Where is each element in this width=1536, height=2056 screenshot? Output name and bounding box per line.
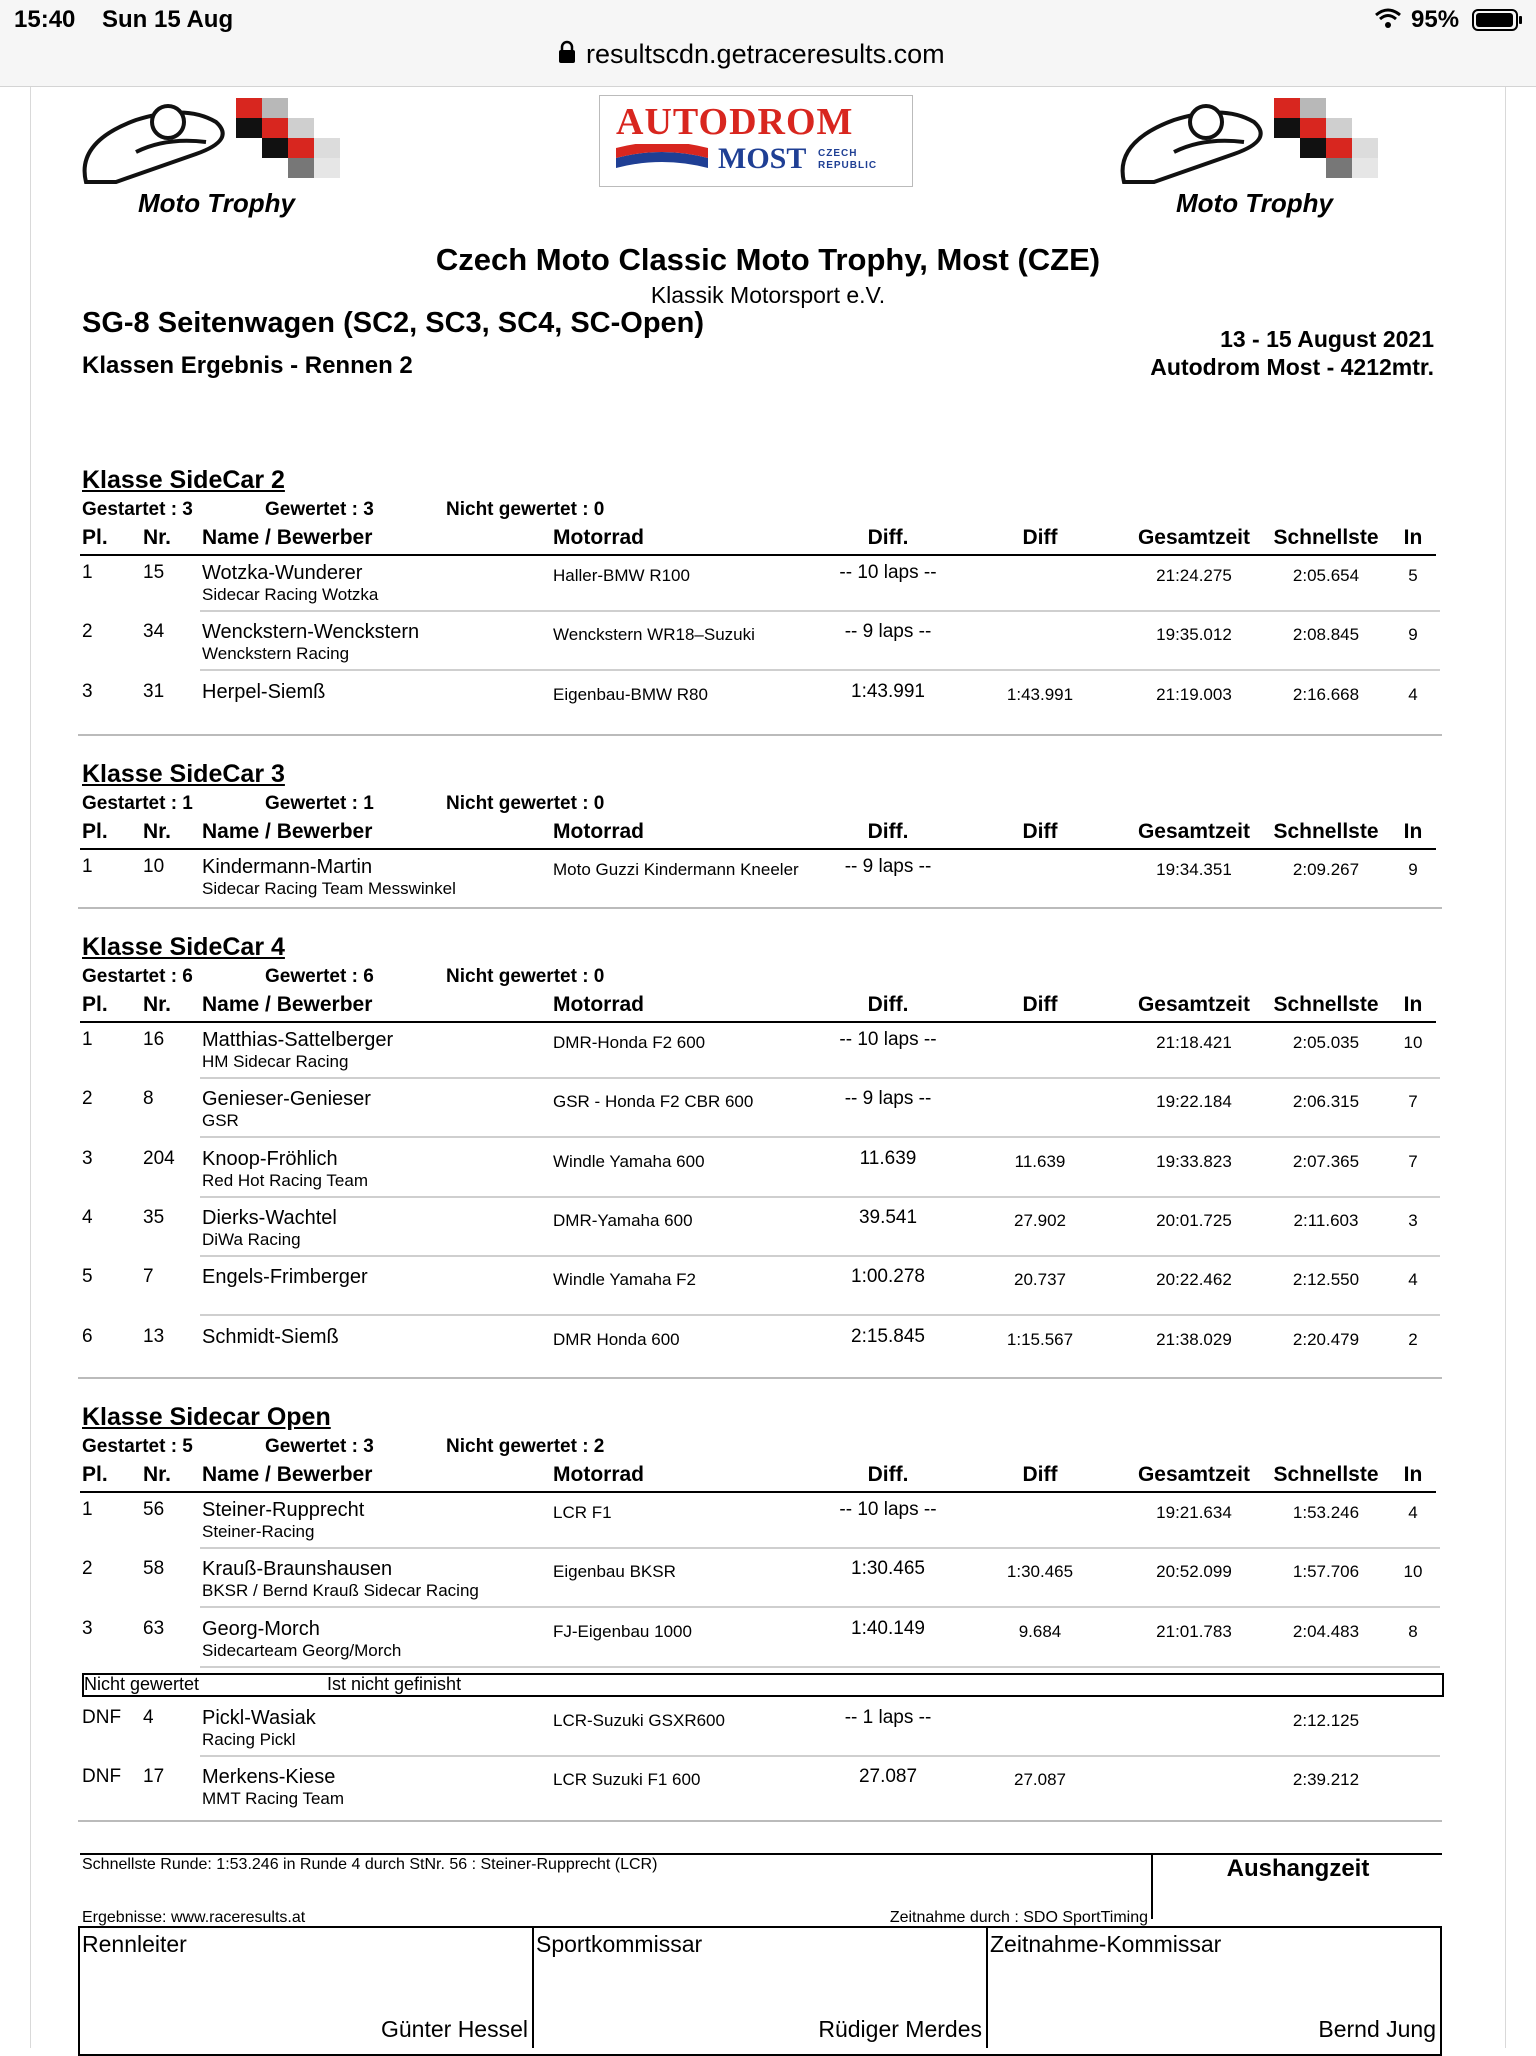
row-team-name: MMT Racing Team	[202, 1789, 345, 1809]
row-team-name: Racing Pickl	[202, 1729, 296, 1749]
row-motorcycle: FJ-Eigenbau 1000	[553, 1621, 692, 1641]
row-diff-previous: 1:30.465	[1006, 1562, 1074, 1582]
official-role-3: Zeitnahme-Kommissar	[990, 1931, 1222, 1957]
row-lap-in: 4	[1408, 1503, 1418, 1522]
header-rule	[80, 554, 1436, 556]
row-separator	[200, 1314, 1440, 1316]
not-classified-count: Nicht gewertet : 0	[446, 966, 605, 987]
row-place: 2	[82, 621, 93, 643]
row-driver-name: Wenckstern-Wenckstern	[202, 621, 420, 644]
not-classified-label: Nicht gewertet	[84, 1673, 200, 1694]
row-place: DNF	[82, 1706, 122, 1728]
row-driver-name: Genieser-Genieser	[202, 1088, 371, 1111]
row-diff-previous: 1:43.991	[1006, 684, 1074, 704]
classified-count: Gewertet : 3	[265, 1436, 374, 1457]
officials-divider-2	[986, 1926, 988, 2048]
event-track: Autodrom Most - 4212mtr.	[1150, 354, 1434, 380]
row-lap-in: 10	[1403, 1562, 1423, 1582]
started-count: Gestartet : 3	[82, 499, 193, 520]
row-place: 2	[82, 1088, 93, 1110]
row-number: 16	[143, 1029, 165, 1050]
moto-trophy-logo-right	[1114, 92, 1444, 227]
row-separator	[200, 1606, 1440, 1608]
autodrom-text: AUTODROM	[616, 101, 854, 143]
official-name-2: Rüdiger Merdes	[818, 2016, 982, 2042]
row-diff-leader: 27.087	[858, 1766, 918, 1788]
column-header: Diff	[1022, 1463, 1058, 1486]
result-type: Klassen Ergebnis - Rennen 2	[82, 352, 413, 379]
row-driver-name: Kindermann-Martin	[202, 856, 373, 878]
column-header: Motorrad	[553, 1463, 644, 1486]
row-number: 58	[143, 1558, 165, 1580]
row-separator	[200, 1255, 1440, 1257]
row-number: 8	[143, 1088, 154, 1110]
header-rule	[80, 848, 1436, 850]
row-place: 3	[82, 1617, 93, 1639]
column-header: In	[1403, 993, 1423, 1016]
class-title: Klasse SideCar 3	[82, 760, 285, 788]
row-total-time: 19:34.351	[1156, 860, 1232, 879]
row-diff-previous: 27.087	[1014, 1770, 1066, 1790]
row-total-time: 21:01.783	[1156, 1621, 1232, 1641]
fastest-lap-note: Schnellste Runde: 1:53.246 in Runde 4 durch StNr. 56 : Steiner-Rupprecht (LCR)	[82, 1856, 658, 1873]
row-fastest-lap: 2:07.365	[1292, 1151, 1360, 1171]
row-total-time: 21:18.421	[1156, 1033, 1232, 1052]
officials-divider-1	[532, 1926, 534, 2048]
started-count: Gestartet : 1	[82, 793, 193, 814]
row-place: DNF	[82, 1766, 122, 1788]
row-place: 1	[82, 856, 93, 877]
row-place: 1	[82, 1499, 93, 1520]
classified-count: Gewertet : 1	[265, 793, 374, 814]
row-driver-name: Merkens-Kiese	[202, 1766, 336, 1789]
row-driver-name: Herpel-Siemß	[202, 680, 326, 703]
browser-status-bar	[0, 0, 1536, 87]
classified-count: Gewertet : 3	[265, 499, 374, 520]
column-header: Gesamtzeit	[1137, 820, 1251, 843]
class-end-rule	[78, 1377, 1442, 1379]
row-fastest-lap: 2:05.654	[1292, 566, 1360, 585]
not-classified-reason: Ist nicht gefinisht	[327, 1673, 462, 1694]
column-header: Gesamtzeit	[1137, 993, 1251, 1016]
column-header: Diff	[1022, 993, 1058, 1016]
row-motorcycle: Windle Yamaha 600	[553, 1151, 705, 1171]
row-motorcycle: Wenckstern WR18–Suzuki	[553, 625, 755, 645]
row-driver-name: Wotzka-Wunderer	[202, 562, 363, 584]
column-header: Name / Bewerber	[202, 993, 373, 1016]
timing-provider: Zeitnahme durch : SDO SportTiming	[889, 1909, 1148, 1926]
row-total-time: 21:24.275	[1156, 566, 1232, 585]
row-lap-in: 7	[1408, 1151, 1418, 1171]
row-diff-previous: 1:15.567	[1006, 1329, 1074, 1349]
row-team-name: DiWa Racing	[202, 1229, 301, 1249]
row-fastest-lap: 2:12.125	[1292, 1710, 1360, 1730]
row-diff-leader: 2:15.845	[851, 1325, 925, 1347]
row-fastest-lap: 2:39.212	[1292, 1770, 1360, 1790]
row-driver-name: Engels-Frimberger	[202, 1266, 368, 1289]
row-separator	[200, 1547, 1440, 1549]
class-title: Klasse SideCar 4	[82, 933, 285, 961]
event-series: SG-8 Seitenwagen (SC2, SC3, SC4, SC-Open)	[82, 307, 705, 339]
row-fastest-lap: 1:57.706	[1292, 1562, 1360, 1582]
results-url[interactable]: Ergebnisse: www.raceresults.at	[82, 1909, 306, 1926]
row-diff-previous: 9.684	[1018, 1621, 1062, 1641]
row-driver-name: Steiner-Rupprecht	[202, 1499, 365, 1521]
official-name-1: Günter Hessel	[380, 2016, 528, 2042]
row-place: 2	[82, 1558, 93, 1580]
not-classified-count: Nicht gewertet : 0	[446, 499, 605, 520]
url-display[interactable]: resultscdn.getraceresults.com	[586, 39, 945, 69]
row-total-time: 19:33.823	[1156, 1151, 1232, 1171]
row-diff-leader: -- 1 laps --	[844, 1706, 932, 1728]
column-header: Name / Bewerber	[202, 1463, 373, 1486]
row-fastest-lap: 2:12.550	[1292, 1270, 1360, 1290]
row-lap-in: 7	[1408, 1092, 1418, 1112]
header-rule	[80, 1021, 1436, 1023]
row-driver-name: Pickl-Wasiak	[202, 1706, 316, 1729]
column-header: Pl.	[82, 820, 108, 843]
column-header: Schnellste	[1273, 1463, 1379, 1486]
row-team-name: Sidecar Racing Wotzka	[202, 585, 379, 604]
row-fastest-lap: 2:04.483	[1292, 1621, 1360, 1641]
row-diff-previous: 20.737	[1014, 1270, 1066, 1290]
column-header: Nr.	[143, 526, 172, 549]
row-lap-in: 4	[1408, 1270, 1418, 1290]
class-end-rule	[78, 1820, 1442, 1822]
row-fastest-lap: 2:08.845	[1292, 625, 1360, 645]
row-diff-leader: 1:40.149	[851, 1617, 925, 1639]
column-header: Schnellste	[1273, 526, 1379, 549]
moto-trophy-text-right: Moto Trophy	[1176, 188, 1333, 218]
official-role-2: Sportkommissar	[536, 1931, 703, 1957]
column-header: Gesamtzeit	[1137, 526, 1251, 549]
row-fastest-lap: 2:11.603	[1293, 1210, 1359, 1230]
row-total-time: 20:52.099	[1156, 1562, 1232, 1582]
row-fastest-lap: 2:06.315	[1292, 1092, 1360, 1112]
column-header: Nr.	[143, 993, 172, 1016]
row-driver-name: Knoop-Fröhlich	[202, 1147, 338, 1170]
event-dates: 13 - 15 August 2021	[1220, 326, 1434, 352]
status-date: Sun 15 Aug	[102, 6, 234, 33]
czech-republic-text: CZECH REPUBLIC	[818, 148, 878, 171]
row-lap-in: 9	[1408, 860, 1418, 879]
lock-icon	[558, 40, 576, 69]
row-lap-in: 9	[1408, 625, 1418, 645]
row-total-time: 19:22.184	[1156, 1092, 1232, 1112]
column-header: In	[1403, 1463, 1423, 1486]
column-header: Motorrad	[553, 526, 644, 549]
row-team-name: Wenckstern Racing	[202, 644, 350, 664]
row-number: 7	[143, 1266, 154, 1288]
moto-trophy-logo-left	[76, 92, 406, 227]
row-motorcycle: GSR - Honda F2 CBR 600	[553, 1092, 754, 1112]
row-number: 204	[143, 1147, 175, 1169]
event-title: Czech Moto Classic Moto Trophy, Most (CZE)	[435, 242, 1101, 277]
row-driver-name: Dierks-Wachtel	[202, 1206, 337, 1229]
row-place: 4	[82, 1206, 93, 1228]
row-number: 4	[143, 1706, 154, 1728]
row-motorcycle: LCR-Suzuki GSXR600	[553, 1710, 725, 1730]
not-classified-count: Nicht gewertet : 0	[446, 793, 605, 814]
row-diff-leader: -- 10 laps --	[839, 562, 937, 583]
row-team-name: BKSR / Bernd Krauß Sidecar Racing	[202, 1581, 479, 1601]
wifi-icon	[1374, 6, 1402, 37]
column-header: Name / Bewerber	[202, 820, 373, 843]
row-number: 34	[143, 621, 165, 643]
row-lap-in: 10	[1403, 1033, 1423, 1052]
row-separator	[200, 1666, 1440, 1668]
row-total-time: 19:21.634	[1156, 1503, 1232, 1522]
column-header: Pl.	[82, 993, 108, 1016]
column-header: Diff	[1022, 526, 1058, 549]
row-number: 31	[143, 680, 165, 702]
row-place: 1	[82, 1029, 93, 1050]
row-total-time: 19:35.012	[1156, 625, 1232, 645]
row-diff-leader: -- 10 laps --	[839, 1499, 937, 1520]
column-header: Nr.	[143, 820, 172, 843]
row-motorcycle: DMR Honda 600	[553, 1329, 680, 1349]
started-count: Gestartet : 5	[82, 1436, 193, 1457]
column-header: Schnellste	[1273, 820, 1379, 843]
class-title: Klasse Sidecar Open	[82, 1403, 331, 1431]
row-motorcycle: LCR F1	[553, 1503, 612, 1522]
row-number: 35	[143, 1206, 165, 1228]
row-fastest-lap: 2:09.267	[1292, 860, 1360, 879]
row-separator	[200, 1196, 1440, 1198]
row-total-time: 20:01.725	[1156, 1210, 1232, 1230]
column-header: Nr.	[143, 1463, 172, 1486]
row-motorcycle: Eigenbau-BMW R80	[553, 684, 708, 704]
row-fastest-lap: 2:20.479	[1292, 1329, 1360, 1349]
event-organizer: Klassik Motorsport e.V.	[650, 282, 886, 308]
row-motorcycle: Haller-BMW R100	[553, 566, 690, 585]
column-header: Pl.	[82, 526, 108, 549]
row-separator	[200, 669, 1440, 671]
row-place: 1	[82, 562, 93, 583]
column-header: Motorrad	[553, 820, 644, 843]
battery-percent: 95%	[1411, 6, 1460, 33]
column-header: In	[1403, 526, 1423, 549]
column-header: Motorrad	[553, 993, 644, 1016]
column-header: Diff.	[867, 993, 909, 1016]
not-classified-count: Nicht gewertet : 2	[446, 1436, 605, 1457]
row-diff-leader: 39.541	[858, 1206, 918, 1228]
row-fastest-lap: 2:05.035	[1292, 1033, 1360, 1052]
row-driver-name: Krauß-Braunshausen	[202, 1558, 393, 1581]
row-team-name: GSR	[202, 1111, 239, 1131]
row-number: 10	[143, 856, 165, 877]
row-total-time: 21:38.029	[1156, 1329, 1232, 1349]
started-count: Gestartet : 6	[82, 966, 193, 987]
status-time: 15:40	[14, 6, 76, 33]
column-header: Name / Bewerber	[202, 526, 373, 549]
row-motorcycle: Windle Yamaha F2	[553, 1270, 696, 1290]
row-driver-name: Georg-Morch	[202, 1617, 320, 1640]
official-role-1: Rennleiter	[82, 1931, 187, 1957]
column-header: Diff.	[867, 526, 909, 549]
row-driver-name: Schmidt-Siemß	[202, 1325, 339, 1348]
row-team-name: HM Sidecar Racing	[202, 1052, 349, 1071]
row-diff-leader: -- 9 laps --	[844, 856, 932, 877]
row-motorcycle: DMR-Yamaha 600	[553, 1210, 693, 1230]
row-fastest-lap: 1:53.246	[1292, 1503, 1360, 1522]
row-separator	[200, 1755, 1440, 1757]
row-team-name: Steiner-Racing	[202, 1522, 315, 1541]
classified-count: Gewertet : 6	[265, 966, 374, 987]
row-diff-leader: 1:30.465	[851, 1558, 925, 1580]
row-motorcycle: Moto Guzzi Kindermann Kneeler	[553, 860, 799, 879]
row-separator	[200, 1077, 1440, 1079]
class-end-rule	[78, 734, 1442, 736]
most-text: MOST	[718, 142, 807, 175]
row-place: 5	[82, 1266, 93, 1288]
official-name-3: Bernd Jung	[1318, 2016, 1436, 2042]
column-header: Pl.	[82, 1463, 108, 1486]
column-header: Diff.	[867, 1463, 909, 1486]
moto-trophy-text-left: Moto Trophy	[138, 188, 295, 218]
row-diff-previous: 11.639	[1014, 1151, 1066, 1171]
row-motorcycle: Eigenbau BKSR	[553, 1562, 676, 1582]
row-total-time: 21:19.003	[1156, 684, 1232, 704]
row-lap-in: 5	[1408, 566, 1418, 585]
autodrom-most-logo	[599, 95, 913, 187]
row-lap-in: 3	[1408, 1210, 1418, 1230]
header-rule	[80, 1491, 1436, 1493]
not-classified-header	[82, 1673, 1444, 1697]
row-number: 56	[143, 1499, 165, 1520]
czech-flag-icon	[616, 144, 708, 174]
row-diff-leader: 1:00.278	[851, 1266, 925, 1288]
row-separator	[200, 610, 1440, 612]
row-total-time: 20:22.462	[1156, 1270, 1232, 1290]
battery-icon	[1472, 8, 1524, 37]
row-diff-leader: 11.639	[859, 1147, 917, 1169]
row-motorcycle: DMR-Honda F2 600	[553, 1033, 706, 1052]
class-title: Klasse SideCar 2	[82, 466, 285, 494]
column-header: Schnellste	[1273, 993, 1379, 1016]
row-diff-previous: 27.902	[1014, 1210, 1066, 1230]
row-number: 63	[143, 1617, 165, 1639]
row-team-name: Sidecar Racing Team Messwinkel	[202, 879, 456, 898]
row-driver-name: Matthias-Sattelberger	[202, 1029, 394, 1051]
row-place: 3	[82, 680, 93, 702]
row-lap-in: 2	[1408, 1329, 1418, 1349]
row-number: 15	[143, 562, 165, 583]
row-place: 6	[82, 1325, 93, 1347]
row-diff-leader: -- 9 laps --	[844, 1088, 932, 1110]
row-number: 13	[143, 1325, 165, 1347]
row-number: 17	[143, 1766, 165, 1788]
column-header: Diff.	[867, 820, 909, 843]
row-diff-leader: -- 10 laps --	[839, 1029, 937, 1050]
row-lap-in: 8	[1408, 1621, 1418, 1641]
class-end-rule	[78, 907, 1442, 909]
row-fastest-lap: 2:16.668	[1292, 684, 1360, 704]
row-team-name: Sidecarteam Georg/Morch	[202, 1640, 402, 1660]
row-lap-in: 4	[1408, 684, 1418, 704]
row-diff-leader: 1:43.991	[851, 680, 925, 702]
row-separator	[200, 1136, 1440, 1138]
row-motorcycle: LCR Suzuki F1 600	[553, 1770, 701, 1790]
row-place: 3	[82, 1147, 93, 1169]
column-header: Gesamtzeit	[1137, 1463, 1251, 1486]
row-diff-leader: -- 9 laps --	[844, 621, 932, 643]
column-header: Diff	[1022, 820, 1058, 843]
row-team-name: Red Hot Racing Team	[202, 1170, 368, 1190]
column-header: In	[1403, 820, 1423, 843]
posting-time-label: Aushangzeit	[1226, 1855, 1370, 1882]
